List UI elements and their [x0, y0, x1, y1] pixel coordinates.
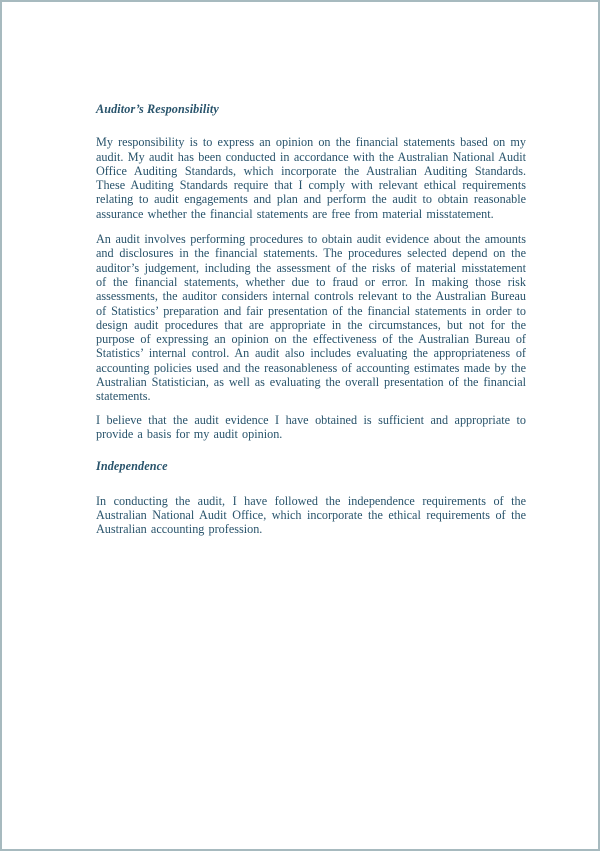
- paragraph-responsibility-opinion: My responsibility is to express an opinion on the financial statements based on my audit. My audit has been conducted in accordance with the Australian National Audit Office Auditing Standards, which incorporate the Australian Auditing Standards. These Auditing Standards require that I comply with relevant ethical requirements relating to audit engagements and plan and perform the audit to obtain reasonable assurance whether the financial statements are free from material misstatement.: [96, 135, 526, 221]
- paragraph-audit-evidence: I believe that the audit evidence I have obtained is sufficient and appropriate to provide a basis for my audit opinion.: [96, 412, 526, 441]
- heading-independence: Independence: [96, 459, 168, 474]
- document-content: [96, 2, 526, 536]
- heading-auditors-responsibility: Auditor’s Responsibility: [96, 102, 219, 116]
- paragraph-audit-procedures: An audit involves performing procedures to obtain audit evidence about the amounts and disclosures in the financial statements. The procedures selected depend on the auditor’s judgement, including the assessment of the risks of material misstatement of the financial statements, whether due to fraud or error. In making those risk assessments, the auditor considers internal controls relevant to the Australian Bureau of Statistics’ preparation and fair presentation of the financial statements in order to design audit procedures that are appropriate in the circumstances, but not for the purpose of expressing an opinion on the effectiveness of the Australian Bureau of Statistics’ internal control. An audit also includes evaluating the appropriateness of accounting policies used and the reasonableness of accounting estimates made by the Australian Statistician, as well as evaluating the overall presentation of the financial statements.: [96, 232, 526, 404]
- paragraph-independence-requirements: In conducting the audit, I have followed the independence requirements of the Australian National Audit Office, which incorporate the ethical requirements of the Australian accounting profession.: [96, 493, 526, 537]
